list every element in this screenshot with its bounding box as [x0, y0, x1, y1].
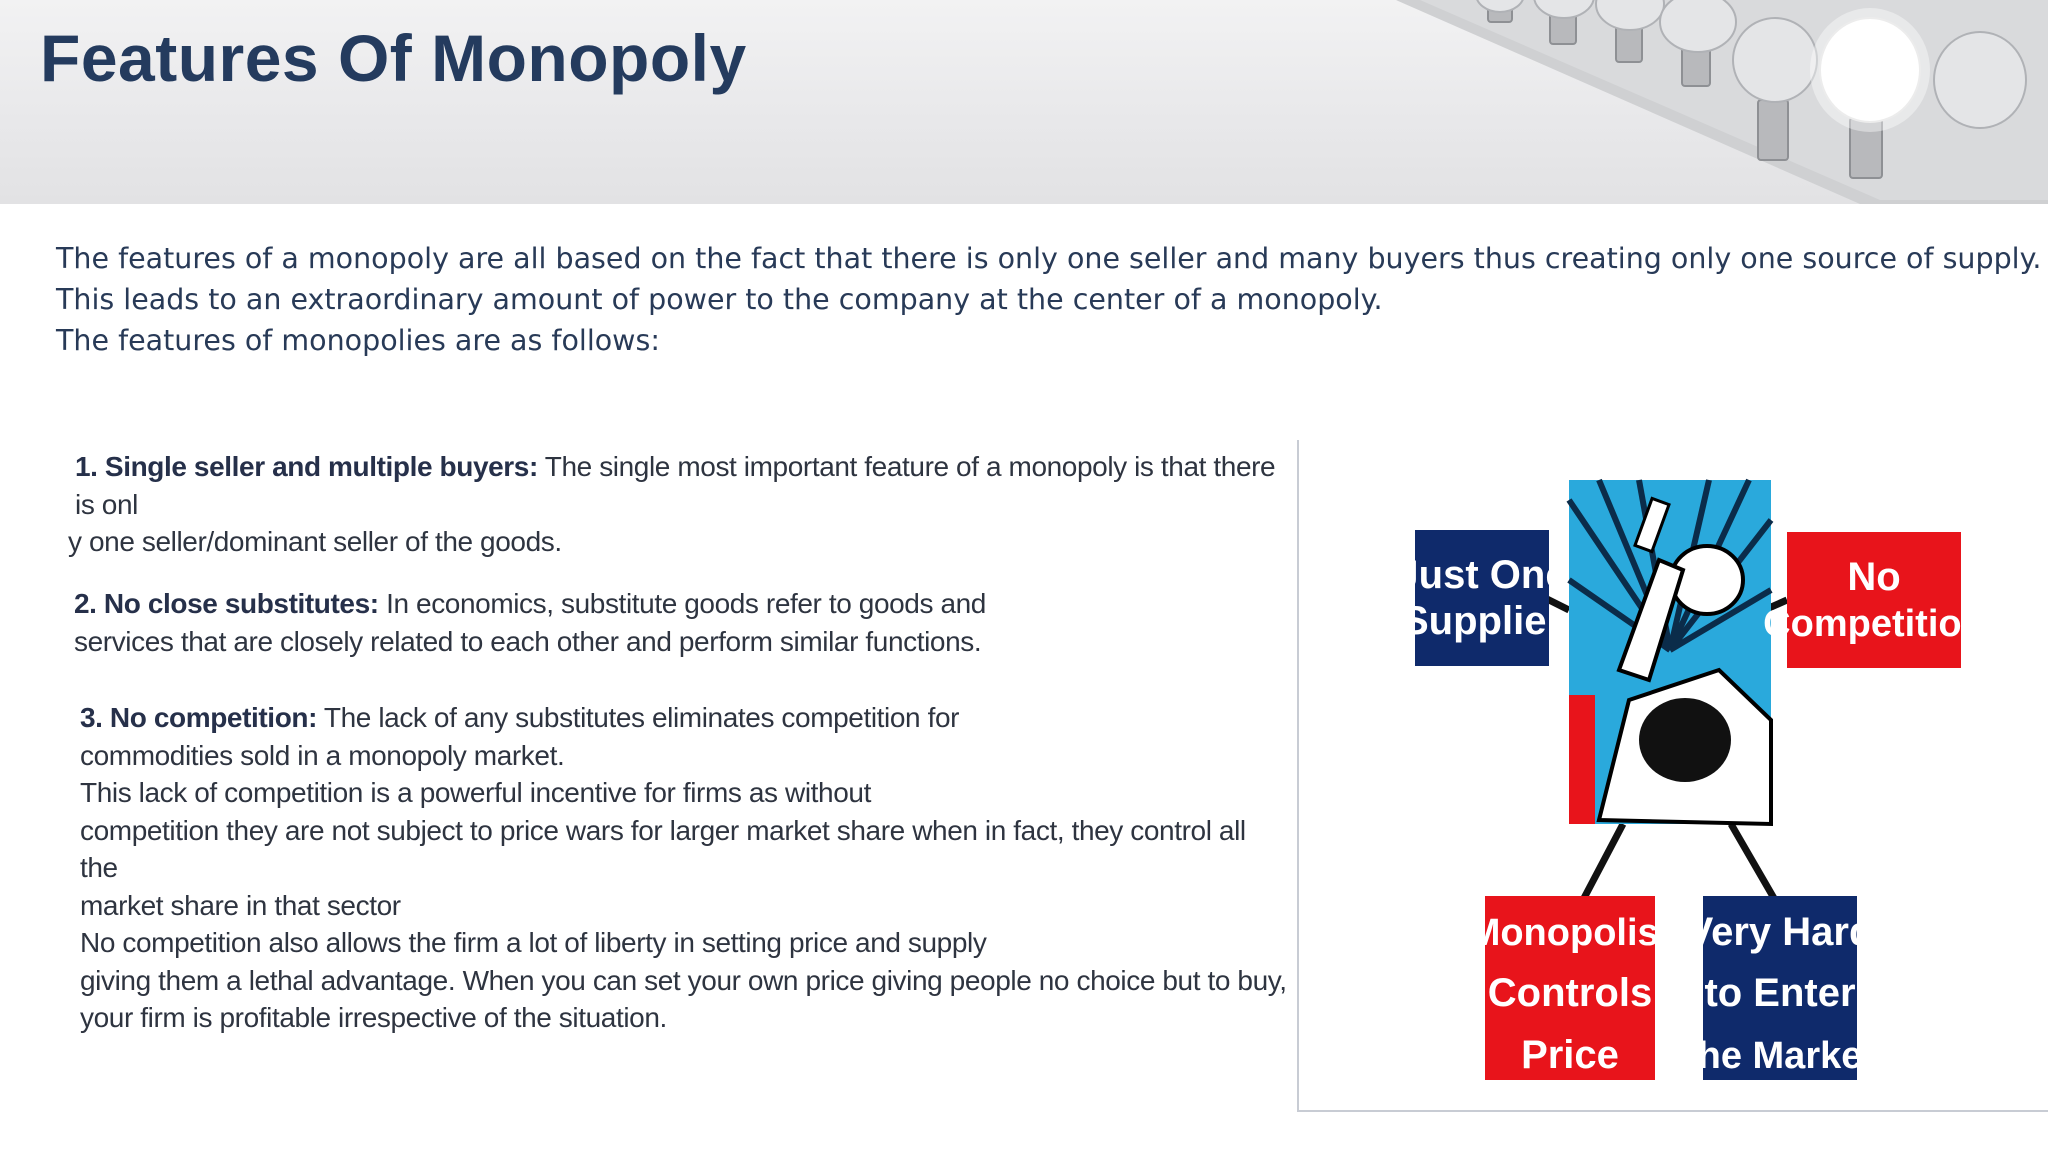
feature-text: market share in that sector [80, 889, 401, 921]
intro-line: The features of monopolies are as follows: [56, 324, 660, 357]
feature-heading: 2. No close substitutes: [74, 588, 379, 619]
feature-no-competition [80, 699, 1290, 1037]
diagram-label: the Market [1684, 1035, 1876, 1077]
feature-single-seller [68, 448, 1278, 561]
feature-heading: 3. No competition: [80, 702, 318, 733]
intro-line: The features of a monopoly are all based on the fact that there is only one seller and many buyers thus creating only one source of supply. [56, 242, 2042, 275]
feature-text: The lack of any substitutes eliminates competition for [323, 702, 960, 733]
feature-text: services that are closely related to each other and perform similar functions. [74, 625, 982, 657]
feature-text: giving them a lethal advantage. When you can set your own price giving people no choice but to buy, [80, 964, 1287, 996]
lightbulbs-banner-image [1380, 0, 2048, 204]
diagram-label: Supplier [1401, 599, 1563, 643]
monopolist-cartoon-image [1569, 480, 1771, 824]
feature-text: y one seller/dominant seller of the goods. [68, 526, 562, 557]
intro-line: This leads to an extraordinary amount of power to the company at the center of a monopoly. [56, 283, 1383, 316]
connector-line [1583, 824, 1623, 900]
feature-text: This lack of competition is a powerful incentive for firms as without [80, 777, 871, 808]
feature-heading: 1. Single seller and multiple buyers: [75, 451, 538, 482]
feature-text: No competition also allows the firm a lot of liberty in setting price and supply [80, 927, 987, 958]
monopoly-diagram-panel [1297, 440, 2048, 1112]
diagram-label: No [1847, 555, 1901, 599]
page-title: Features Of Monopoly [40, 21, 747, 95]
feature-text: In economics, substitute goods refer to goods and [386, 588, 986, 619]
feature-no-substitutes [74, 585, 1284, 660]
diagram-label: Price [1521, 1033, 1619, 1077]
just-one-supplier-box [1415, 530, 1549, 666]
diagram-label: Monopolist [1468, 912, 1672, 954]
no-competition-box [1787, 532, 1961, 668]
diagram-label: to Enter [1704, 971, 1856, 1015]
connector-line [1731, 824, 1775, 900]
feature-text: The single most important feature of a monopoly is that there is onl [75, 451, 1276, 520]
diagram-label: Very Hard [1686, 910, 1874, 954]
slide-header [0, 0, 2048, 204]
feature-text: your firm is profitable irrespective of the situation. [80, 1002, 667, 1033]
diagram-label: Controls [1487, 971, 1653, 1015]
intro-paragraph [56, 238, 2042, 361]
feature-text: competition they are not subject to price wars for larger market share when in fact, they control all the [80, 814, 1246, 883]
diagram-label: Just One [1396, 553, 1568, 597]
monopoly-diagram [1299, 440, 2048, 1110]
diagram-label: Competition [1763, 603, 1985, 645]
feature-text: commodities sold in a monopoly market. [80, 739, 565, 771]
